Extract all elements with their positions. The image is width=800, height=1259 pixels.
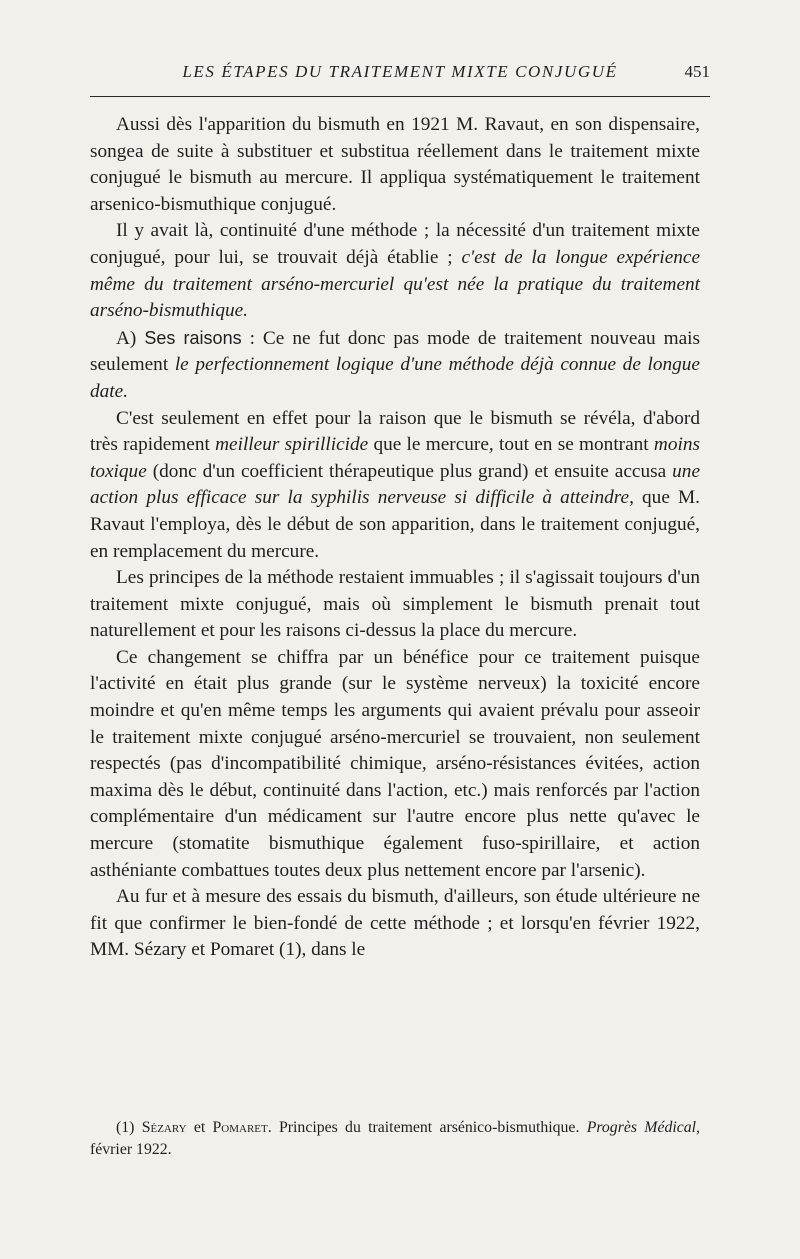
paragraph-3-italic: le perfectionnement logique d'une méthode déjà connue de longue date.: [90, 354, 700, 402]
paragraph-4-text-a: C'est seulement en effet pour la raison que le bismuth se révéla, d'abord très rapidement: [90, 407, 700, 456]
footnote-author-2: Pomaret: [212, 1119, 268, 1136]
footnote-joiner: et: [186, 1119, 213, 1136]
paragraph-4-text-d: , que M. Ravaut l'employa, dès le début de son apparition, dans le traitement conjugué, en remplacement du mercure.: [90, 487, 700, 562]
footnote-author-1: Sézary: [141, 1119, 187, 1136]
paragraph-4-text-b: que le mercure, tout en se montrant: [368, 434, 654, 456]
paragraph-4-italic-b: moins toxique: [90, 434, 700, 482]
footnote: [90, 1117, 700, 1161]
footnote-1: [90, 1117, 700, 1161]
paragraph-4-italic-c: une action plus efficace sur la syphilis nerveuse si difficile à atteindre: [90, 460, 700, 509]
paragraph-3-text: : Ce ne fut donc pas mode de traitement nouveau mais seulement: [90, 327, 700, 376]
paragraph-4: [90, 406, 700, 566]
paragraph-2-text: Il y avait là, continuité d'une méthode ; la nécessité d'un traitement mixte conjugué, pour lui, se trouvait déjà établie ;: [90, 220, 700, 268]
footnote-title: . Principes du traitement arsénico-bismuthique.: [267, 1119, 587, 1136]
running-head: [90, 62, 710, 86]
footnote-date: février 1922.: [90, 1141, 172, 1158]
body-text: [90, 112, 700, 964]
paragraph-4-italic-a: meilleur spirillicide: [215, 434, 369, 456]
footnote-journal: Progrès Médical,: [586, 1119, 700, 1136]
paragraph-5: Les principes de la méthode restaient immuables ; il s'agissait toujours d'un traitement mixte conjugué, mais où simplement le bismuth prenait tout naturellement et pour les raisons ci-dessus la place du mercure.: [90, 567, 700, 642]
footnote-marker: (1): [116, 1119, 142, 1136]
paragraph-3: [90, 325, 700, 406]
paragraph-1: Aussi dès l'apparition du bismuth en 1921 M. Ravaut, en son dispensaire, songea de suite à substituer et substitua réellement dans le traitement mixte conjugué le bismuth au mercure. Il appliqua systématiquement le traitement arsenico-bismuthique conjugué.: [90, 114, 700, 215]
header-rule: [90, 96, 710, 97]
running-title: LES ÉTAPES DU TRAITEMENT MIXTE CONJUGUÉ: [182, 62, 618, 81]
paragraph-7: Au fur et à mesure des essais du bismuth, d'ailleurs, son étude ultérieure ne fit que confirmer le bien-fondé de cette méthode ; et lorsqu'en février 1922, MM. Sézary et Pomaret (1), dans le: [90, 886, 700, 961]
paragraph-2: [90, 218, 700, 324]
page-number: 451: [684, 62, 710, 81]
paragraph-2-italic: c'est de la longue expérience même du traitement arséno-mercuriel qu'est née la pratique du traitement arséno-bismuthique.: [90, 246, 701, 322]
paragraph-6: Ce changement se chiffra par un bénéfice pour ce traitement puisque l'activité en était plus grande (sur le système nerveux) la toxicité encore moindre et qu'en même temps les arguments qui avaient prévalu pour asseoir le traitement mixte conjugué arséno-mercuriel se trouvaient, non seulement respectés (pas d'incompatibilité chimique, arséno-résistances évitées, action maxima dès le début, continuité dans l'action, etc.) mais renforcés par l'action complémentaire d'un médicament sur l'autre encore plus nette qu'avec le mercure (stomatite bismuthique également fuso-spirillaire, et action asthéniante combattues toutes deux plus nettement encore par l'arsenic).: [90, 646, 700, 881]
paragraph-4-text-c: (donc d'un coefficient thérapeutique plus grand) et ensuite accusa: [146, 460, 673, 482]
section-heading: Ses raisons: [144, 327, 242, 348]
section-label: A): [116, 327, 137, 349]
